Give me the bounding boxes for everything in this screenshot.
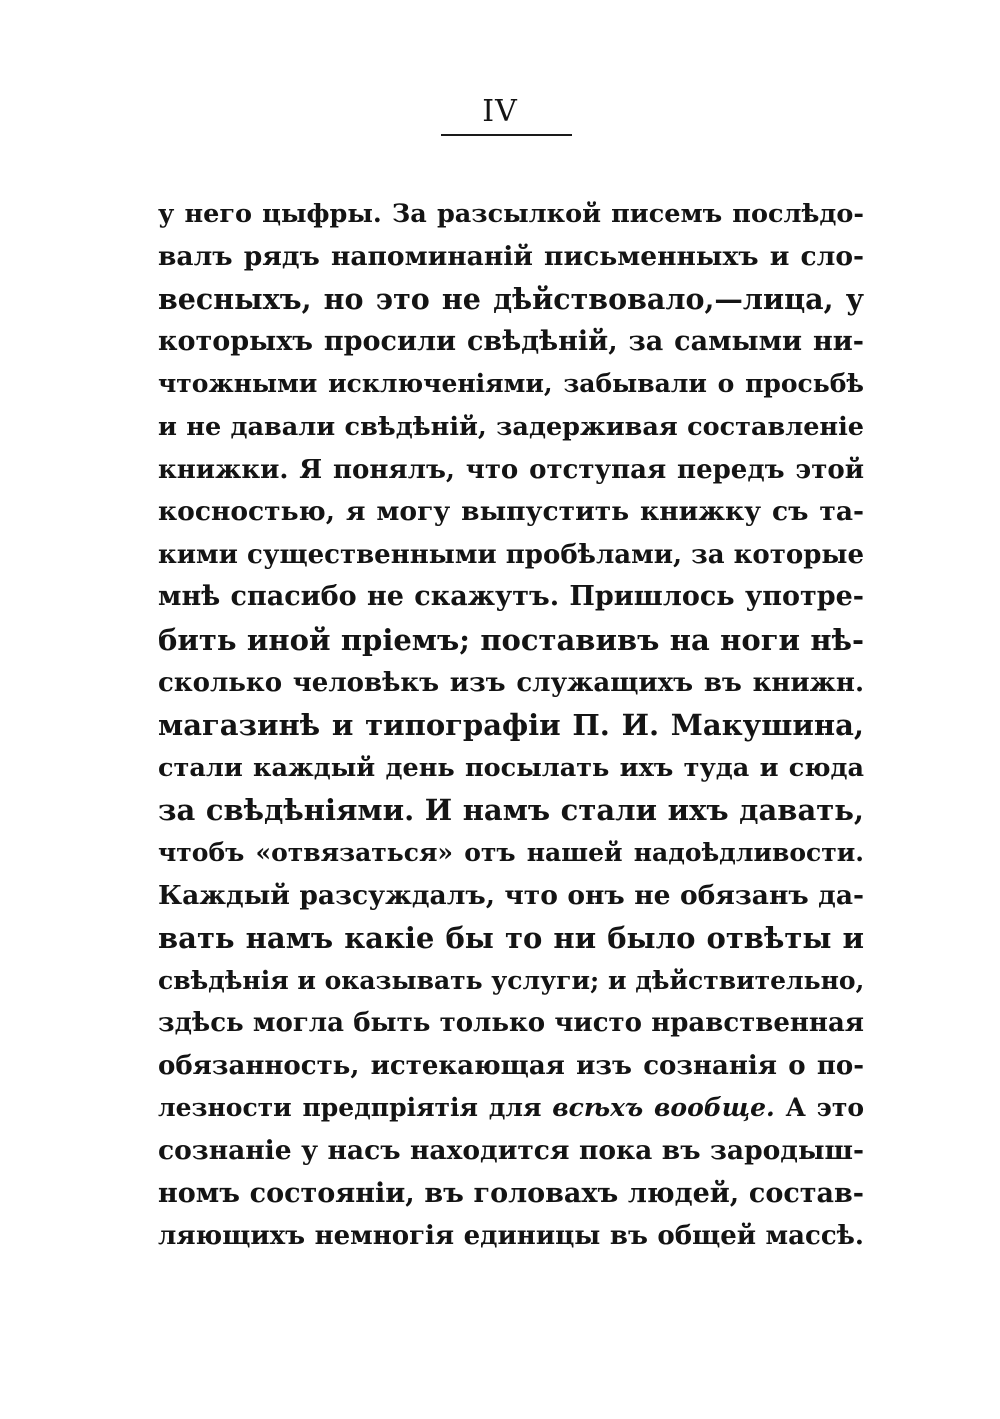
text-line: чтобъ «отвязаться» отъ нашей надоѣдливости.	[158, 837, 864, 867]
text-segment: А это	[774, 1093, 864, 1123]
text-line-with-italic	[158, 1087, 864, 1130]
text-line: здѣсь могла быть только чисто нравственная	[158, 1008, 864, 1039]
text-line: магазинѣ и типографіи П. И. Макушина,	[158, 708, 864, 743]
text-line: и не давали свѣдѣній, задерживая составленіе	[158, 411, 864, 442]
text-line: сколько человѣкъ изъ служащихъ въ книжн.	[158, 667, 864, 698]
text-line: валъ рядъ напоминаній письменныхъ и сло-	[158, 240, 864, 272]
text-line: за свѣдѣніями. И намъ стали ихъ давать,	[158, 793, 864, 828]
text-line: кими существенными пробѣлами, за которые	[158, 539, 864, 570]
text-line: весныхъ, но это не дѣйствовало,—лица, у	[158, 282, 864, 317]
text-segment: лезности предпріятія для	[158, 1093, 553, 1123]
text-line: бить иной пріемъ; поставивъ на ноги нѣ-	[158, 622, 864, 657]
text-line: вать намъ какіе бы то ни было отвѣты и	[158, 921, 864, 956]
text-line: у него цыфры. За разсылкой писемъ послѣдо-	[158, 199, 864, 229]
page-number: IV	[482, 94, 518, 129]
text-line: чтожными исключеніями, забывали о просьбѣ	[158, 369, 864, 399]
text-line: обязанность, истекающая изъ сознанія о по-	[158, 1050, 864, 1081]
text-line: стали каждый день посылать ихъ туда и сюда	[158, 752, 864, 783]
text-line: свѣдѣнія и оказывать услуги; и дѣйствительно,	[158, 965, 865, 995]
text-line: которыхъ просили свѣдѣній, за самыми ни-	[158, 325, 864, 357]
text-line: косностью, я могу выпустить книжку съ та-	[158, 496, 864, 528]
text-line: номъ состояніи, въ головахъ людей, состав-	[158, 1177, 864, 1209]
header-rule	[441, 134, 572, 136]
text-line: Каждый разсуждалъ, что онъ не обязанъ да-	[158, 879, 864, 911]
text-line: мнѣ спасибо не скажутъ. Пришлось употре-	[158, 581, 864, 613]
text-line: сознаніе у насъ находится пока въ зародыш-	[158, 1135, 864, 1167]
text-line: книжки. Я понялъ, что отступая передъ этой	[158, 454, 864, 485]
body-text	[158, 193, 864, 1258]
italic-phrase: всѣхъ вообще.	[552, 1093, 775, 1123]
text-line: ляющихъ немногія единицы въ общей массѣ.	[158, 1221, 864, 1252]
